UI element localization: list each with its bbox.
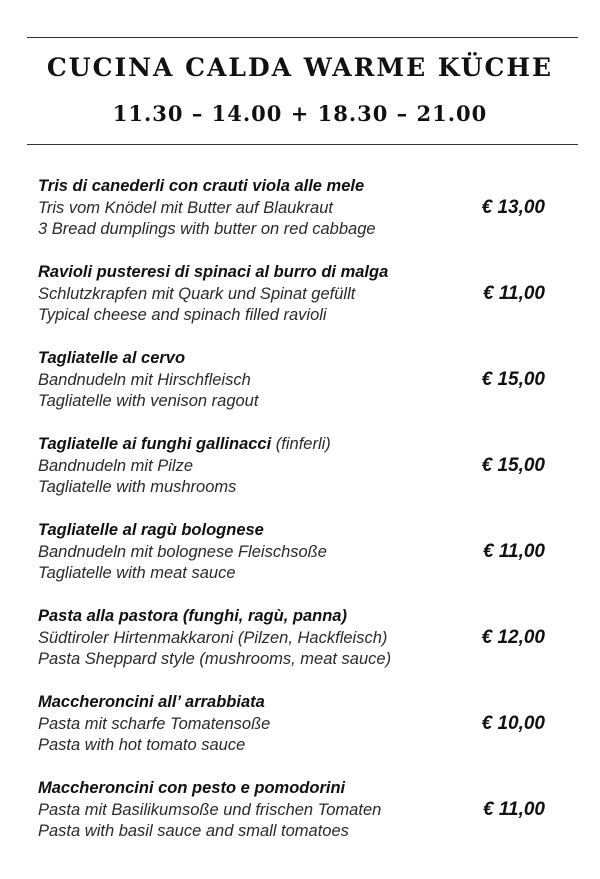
dish-name-english: Pasta Sheppard style (mushrooms, meat sauce) xyxy=(38,650,392,668)
dish-name-italian: Tagliatelle al cervo xyxy=(38,349,186,367)
dish-note: (finferli) xyxy=(271,435,331,453)
menu-item xyxy=(0,348,600,434)
menu-item xyxy=(0,434,600,520)
header-divider xyxy=(27,144,578,145)
dish-name-english: Tagliatelle with venison ragout xyxy=(38,392,259,410)
dish-price: € 10,00 xyxy=(481,713,545,734)
dish-name-german: Pasta mit scharfe Tomatensoße xyxy=(38,714,271,733)
dish-name-german: Bandnudeln mit Hirschfleisch xyxy=(38,370,251,389)
dish-price: € 11,00 xyxy=(483,799,545,820)
dish-name-italian: Maccheroncini all’ arrabbiata xyxy=(38,693,265,711)
menu-item xyxy=(0,606,600,692)
dish-name-german: Schlutzkrapfen mit Quark und Spinat gefüllt xyxy=(38,284,356,303)
menu-title: CUCINA CALDA WARME KÜCHE xyxy=(46,53,554,82)
dish-name-english: Tagliatelle with mushrooms xyxy=(38,478,237,496)
dish-name-italian: Tagliatelle ai funghi gallinacci xyxy=(38,435,272,453)
menu-item xyxy=(0,778,600,864)
dish-name-english: 3 Bread dumplings with butter on red cabbage xyxy=(38,220,376,238)
dish-name-italian: Tris di canederli con crauti viola alle mele xyxy=(38,177,365,195)
dish-name-german: Pasta mit Basilikumsoße und frischen Tomaten xyxy=(38,800,382,819)
dish-price: € 13,00 xyxy=(481,197,545,218)
dish-name-german: Tris vom Knödel mit Butter auf Blaukraut xyxy=(38,198,333,217)
dish-price: € 11,00 xyxy=(483,541,545,562)
dish-name-english: Tagliatelle with meat sauce xyxy=(38,564,236,582)
menu-item xyxy=(0,176,600,262)
dish-price: € 15,00 xyxy=(481,455,545,476)
dish-name-german: Bandnudeln mit Pilze xyxy=(38,456,194,475)
dish-name-italian: Ravioli pusteresi di spinaci al burro di malga xyxy=(38,263,389,281)
dish-price: € 15,00 xyxy=(481,369,545,390)
dish-name-italian: Pasta alla pastora (funghi, ragù, panna) xyxy=(38,607,347,625)
dish-name-german: Südtiroler Hirtenmakkaroni (Pilzen, Hackfleisch) xyxy=(38,628,388,647)
menu-item xyxy=(0,692,600,778)
dish-price: € 11,00 xyxy=(483,283,545,304)
dish-name-italian: Maccheroncini con pesto e pomodorini xyxy=(38,779,346,797)
dish-price: € 12,00 xyxy=(481,627,545,648)
menu-item xyxy=(0,262,600,348)
dish-name-italian: Tagliatelle al ragù bolognese xyxy=(38,521,264,539)
menu-list xyxy=(0,176,600,864)
dish-name-english: Pasta with basil sauce and small tomatoes xyxy=(38,822,349,840)
dish-name-english: Pasta with hot tomato sauce xyxy=(38,736,246,754)
top-divider xyxy=(27,37,578,38)
dish-name-german: Bandnudeln mit bolognese Fleischsoße xyxy=(38,542,327,561)
dish-name-english: Typical cheese and spinach filled ravioli xyxy=(38,306,327,324)
opening-hours: 11.30 – 14.00 + 18.30 – 21.00 xyxy=(112,101,488,126)
menu-item xyxy=(0,520,600,606)
